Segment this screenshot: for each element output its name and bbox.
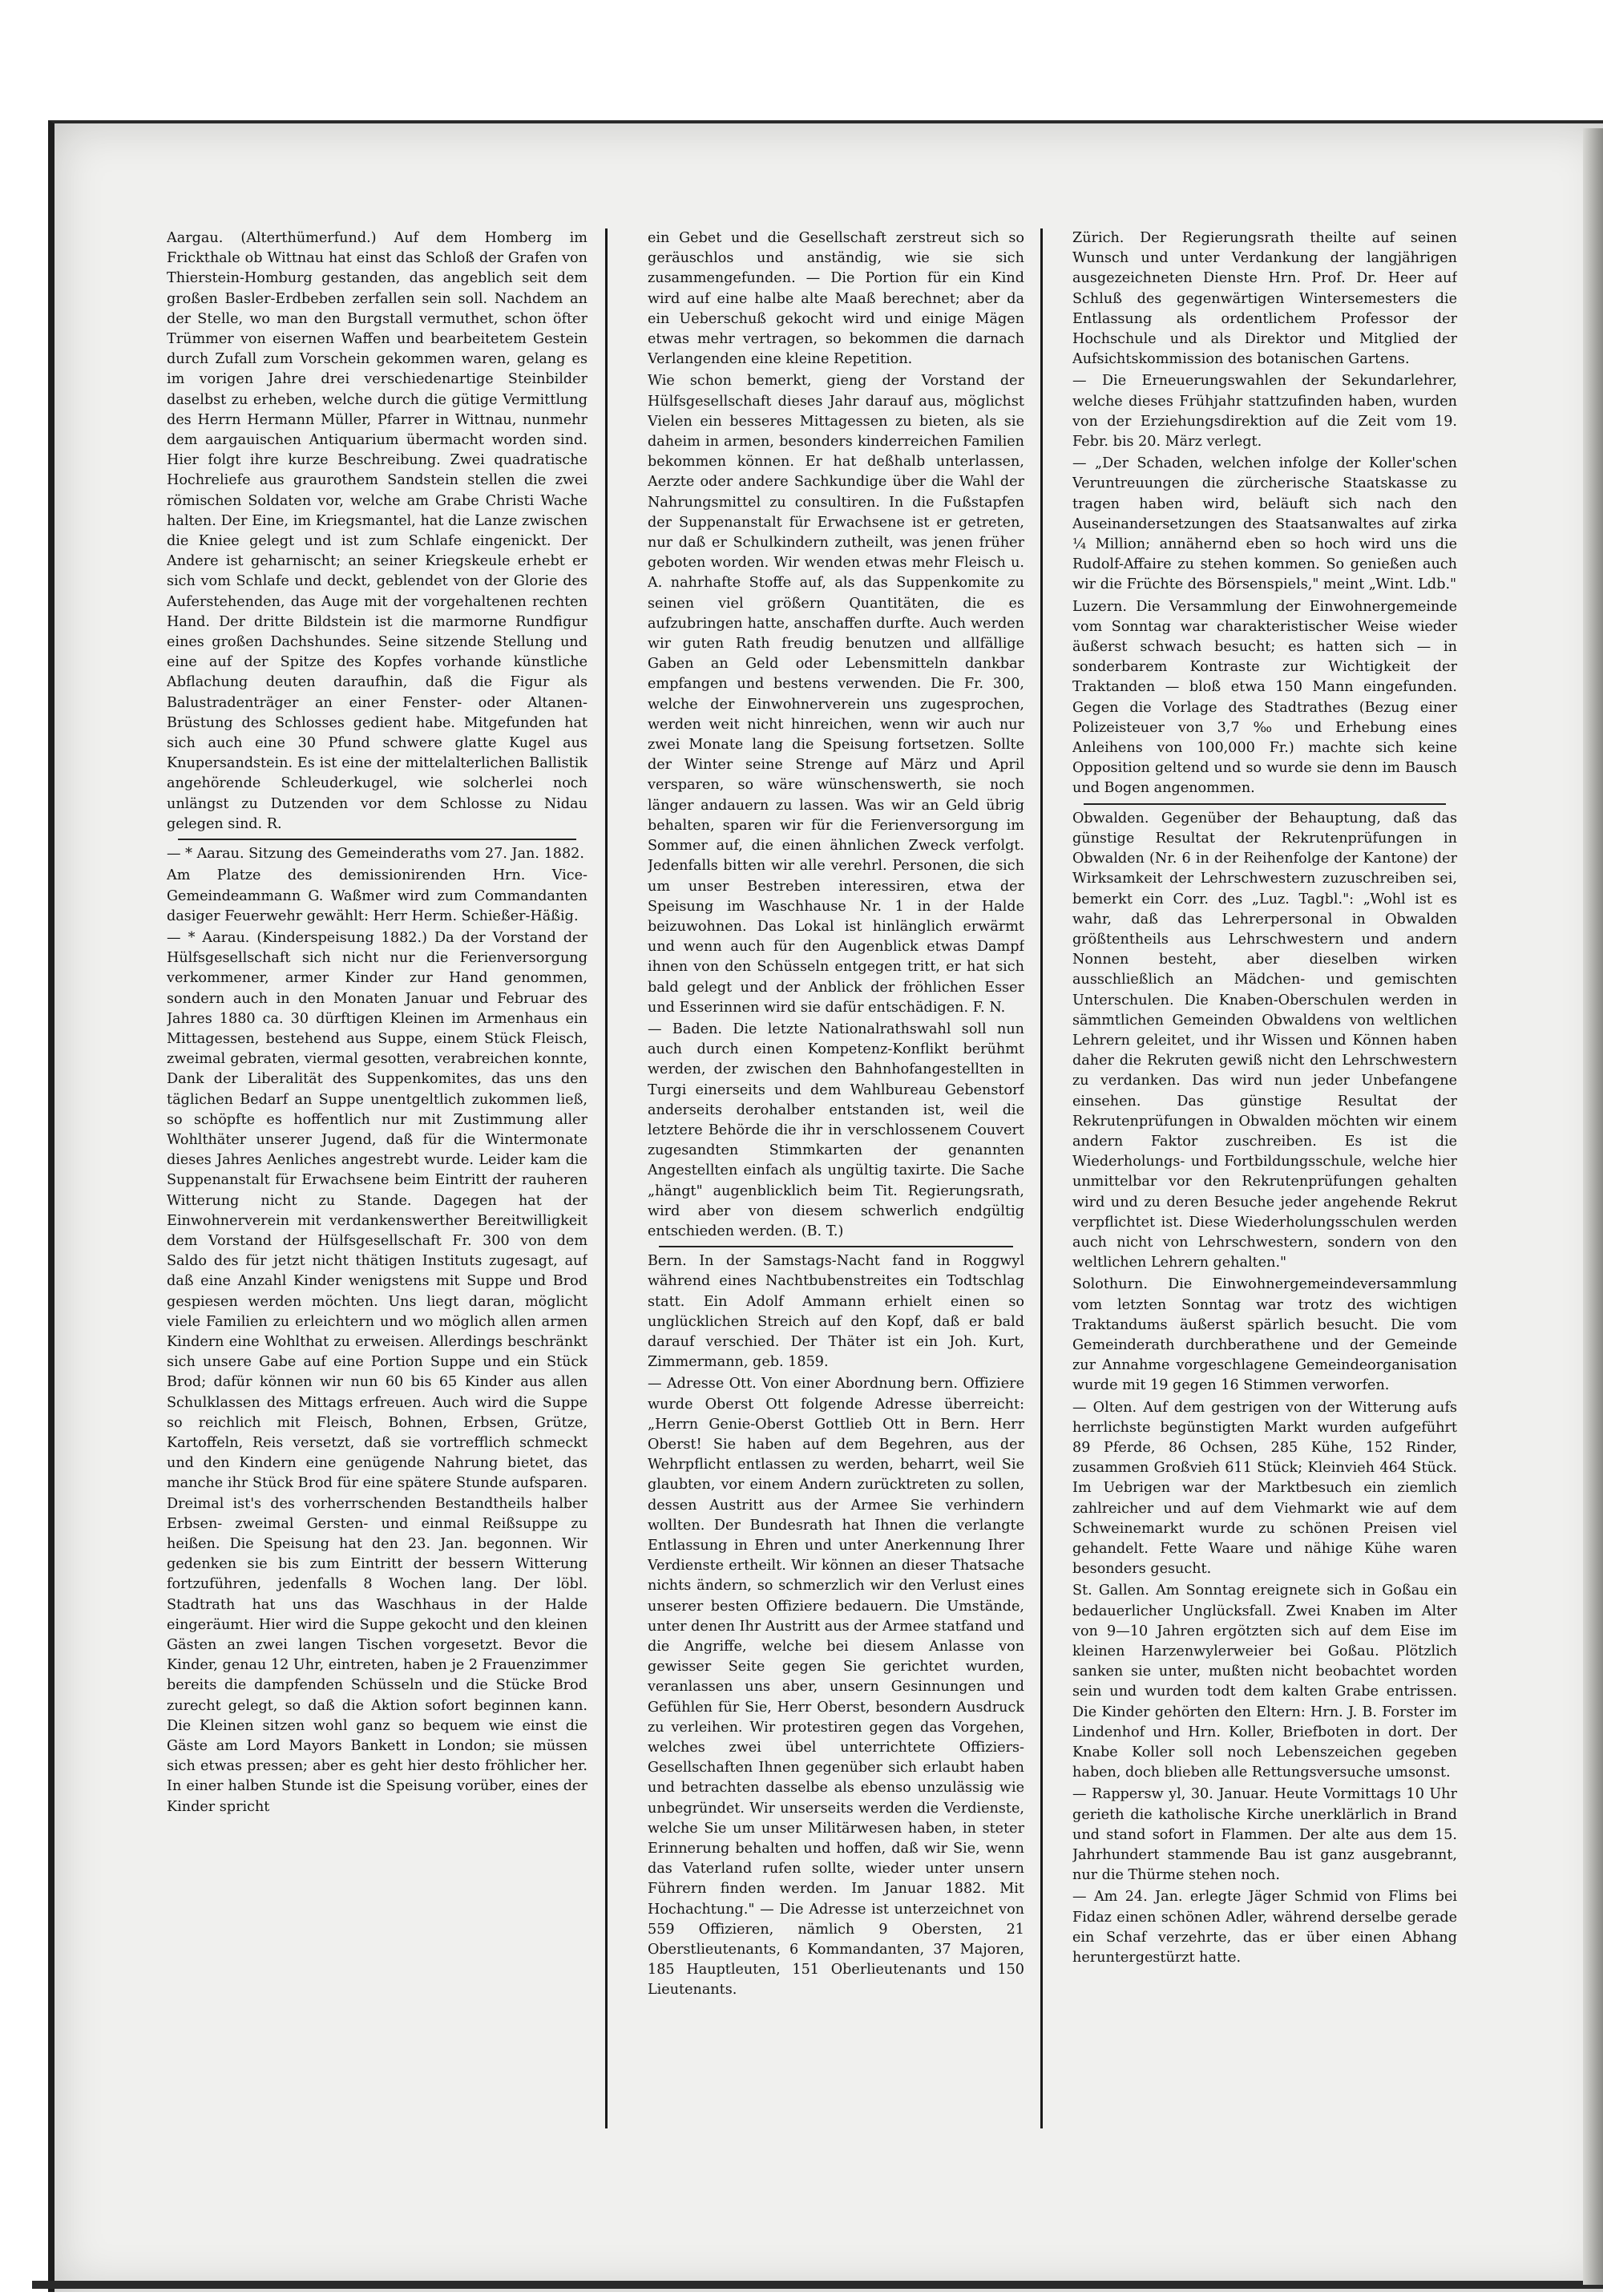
column-3 [1072, 228, 1457, 2136]
column-rule-1 [605, 228, 608, 2128]
article-solothurn: Solothurn. Die Einwohnergemeindeversammlung vom letzten Sonntag war trotz des wichtigen Traktandums äußerst spärlich besucht. Die vom Gemeinderath durchberathene und der Gemeinde zur Annahme vorgeschlagene Gemeindeorganisation wurde mit 19 gegen 16 Stimmen verworfen. [1072, 1276, 1457, 1394]
article-rapperswyl: — Rappersw yl, 30. Januar. Heute Vormittags 10 Uhr gerieth die katholische Kirche unerklärlich in Brand und stand sofort in Flammen. Der alte aus dem 15. Jahrhundert stammende Bau ist ganz ausgebrannt, nur die Thürme stehen noch. [1072, 1786, 1457, 1884]
column-2 [648, 228, 1024, 2136]
page-right-edge [1583, 128, 1603, 2285]
column-1 [167, 228, 587, 2136]
article-obwalden: Obwalden. Gegenüber der Behauptung, daß das günstige Resultat der Rekrutenprüfungen in Obwalden (Nr. 6 in der Reihenfolge der Kantone) der Wirksamkeit der Lehrschwestern zuzuschreiben sei, bemerkt ein Corr. des „Luz. Tagbl.": „Wohl ist es wahr, daß das Lehrerpersonal in Obwalden größtentheils aus Lehrschwestern und andern Nonnen besteht, aber dieselben wirken ausschließlich an Mädchen- und gemischten Unterschulen. Die Knaben-Oberschulen werden in sämmtlichen Gemeinden Obwaldens von weltlichen Lehrern geleitet, und ihr Wissen und Können haben daher die Rekruten gewiß nicht den Lehrschwestern zu verdanken. Das wird nun jeder Unbefangene einsehen. Das günstige Resultat der Rekrutenprüfungen in Obwalden möchten wir einem andern Faktor zuschreiben. Es ist die Wiederholungs- und Fortbildungsschule, welche hier unmittelbar vor den Rekrutenprüfungen gehalten wird und zu deren Besuche jeder angehende Rekrut verpflichtet ist. Diese Wiederholungsschulen werden auch nicht von Lehrschwestern, sondern von den weltlichen Lehrern gehalten." [1072, 810, 1457, 1271]
article-bern: Bern. In der Samstags-Nacht fand in Roggwyl während eines Nachtbubenstreites ein Todtschlag statt. Ein Adolf Ammann erhielt einen so unglücklichen Streich auf den Kopf, daß er bald darauf verschied. Der Thäter ist ein Joh. Kurt, Zimmermann, geb. 1859. [648, 1253, 1024, 1371]
article-adresse-ott: — Adresse Ott. Von einer Abordnung bern. Offiziere wurde Oberst Ott folgende Adresse überreicht: „Herrn Genie-Oberst Gottlieb Ott in Bern. Herr Oberst! Sie haben auf dem Begehren, aus der Wehrpflicht entlassen zu werden, beharrt, weil Sie glaubten, vor einem Andern zurücktreten zu sollen, dessen Austritt aus der Armee Sie verhindern wollten. Der Bundesrath hat Ihnen die verlangte Entlassung in Ehren und unter Anerkennung Ihrer Verdienste ertheilt. Wir können an dieser Thatsache nichts ändern, so schmerzlich wir den Verlust eines unserer besten Offiziere bedauern. Die Umstände, unter denen Ihr Austritt aus der Armee statfand und die Angriffe, welche bei diesem Anlasse von gewisser Seite gegen Sie gerichtet wurden, veranlassen uns aber, unsern Gesinnungen und Gefühlen für Sie, Herr Oberst, besondern Ausdruck zu verleihen. Wir protestiren gegen das Vorgehen, welches zwei übel unterrichtete Offiziers-Gesellschaften Ihnen gegenüber sich erlaubt haben und betrachten dasselbe als ebenso unzulässig wie unbegründet. Wir unserseits werden die Verdienste, welche Sie um unser Militärwesen haben, in steter Erinnerung behalten und hoffen, daß wir Sie, wenn das Vaterland rufen sollte, wieder unter unsern Führern finden werden. Im Januar 1882. Mit Hochachtung." — Die Adresse ist unterzeichnet von 559 Offizieren, nämlich 9 Obersten, 21 Oberstlieutenants, 6 Kommandanten, 37 Majoren, 185 Hauptleuten, 151 Oberlieutenants und 150 Lieutenants. [648, 1376, 1024, 1999]
article-baden: — Baden. Die letzte Nationalrathswahl soll nun auch durch einen Kompetenz-Konflikt berühmt werden, der zwischen den Bahnhofangestellten in Turgi einerseits und dem Wahlbureau Gebenstorf anderseits derohalber entstanden ist, weil die letztere Behörde die ihr in verschlossenem Couvert zugesandten Stimmkarten der genannten Angestellten einfach als ungültig taxirte. Die Sache „hängt" augenblicklich beim Tit. Regierungsrath, wird aber von diesem schwerlich endgültig entschieden werden. (B. T.) [648, 1021, 1024, 1239]
page-bottom-edge [32, 2281, 1603, 2289]
article-aarau-gemeinderath-body: Am Platze des demissionirenden Hrn. Vice-Gemeindeammann G. Waßmer wird zum Commandanten dasiger Feuerwehr gewählt: Herr Herm. Schießer-Häßig. [167, 867, 587, 924]
article-luzern: Luzern. Die Versammlung der Einwohnergemeinde vom Sonntag war charakteristischer Weise wieder äußerst schwach besucht; es hatten sich — in sonderbarem Kontraste zur Wichtigkeit der Traktanden — bloß etwa 150 Mann eingefunden. Gegen die Vorlage des Stadtrathes (Bezug einer Polizeisteuer von 3,7 ‰ und Erhebung eines Anleihens von 100,000 Fr.) machte sich keine Opposition geltend und so wurde sie denn im Bausch und Bogen angenommen. [1072, 598, 1457, 797]
article-separator [178, 839, 576, 840]
article-zuerich-schaden: — „Der Schaden, welchen infolge der Koller'schen Veruntreuungen die zürcherische Staatskasse zu tragen haben wird, beläuft sich nach den Auseinandersetzungen des Staatsanwaltes auf zirka ¼ Million; annähernd eben so hoch wird uns die Rudolf-Affaire zu stehen kommen. So genießen auch wir die Früchte des Börsenspiels," meint „Wint. Ldb." [1072, 455, 1457, 593]
column-rule-2 [1040, 228, 1043, 2128]
article-separator [1084, 803, 1446, 805]
article-aarau-kinderspeisung: — * Aarau. (Kinderspeisung 1882.) Da der Vorstand der Hülfsgesellschaft sich nicht nur die Ferienversorgung verkommener, armer Kinder zur Hand genommen, sondern auch in den Monaten Januar und Februar des Jahres 1880 ca. 30 dürftigen Kleinen im Armenhaus ein Mittagessen, bestehend aus Suppe, einem Stück Fleisch, zweimal gebraten, viermal gesotten, verabreichen konnte, Dank der Liberalität des Suppenkomites, das uns den täglichen Bedarf an Suppe unentgeltlich zukommen ließ, so schöpfte es hoffentlich nur mit Zustimmung aller Wohlthäter unserer Jugend, daß für die Wintermonate dieses Jahres Aenliches angestrebt wurde. Leider kam die Suppenanstalt für Erwachsene beim Eintritt der rauheren Witterung nicht zu Stande. Dagegen hat der Einwohnerverein mit verdankenswerther Bereitwilligkeit dem Vorstand der Hülfsgesellschaft Fr. 300 von dem Saldo des für jetzt nicht thätigen Instituts zugesagt, auf daß eine Anzahl Kinder wenigstens mit Suppe und Brod gespiesen werden möchten. Uns liegt daran, möglicht viele Familien zu erleichtern und wo möglich allen armen Kindern eine Wohlthat zu erweisen. Allerdings beschränkt sich unsere Gabe auf eine Portion Suppe und ein Stück Brod; dafür können wir nun 60 bis 65 Kinder aus allen Schulklassen des Mittags erfreuen. Auch wird die Suppe so reichlich mit Fleisch, Bohnen, Erbsen, Grütze, Kartoffeln, Reis versetzt, daß sie vortrefflich schmeckt und den Kindern eine genügende Nahrung bietet, das manche ihr Stück Brod für eine spätere Stunde aufsparen. Dreimal ist's des vorherrschenden Bestandtheils halber Erbsen- zweimal Gersten- und einmal Reißsuppe zu heißen. Die Speisung hat den 23. Jan. begonnen. Wir gedenken sie bis zum Eintritt der bessern Witterung fortzuführen, jedenfalls 8 Wochen lang. Der löbl. Stadtrath hat uns das Waschhaus in der Halde eingeräumt. Hier wird die Suppe gekocht und den kleinen Gästen an zwei langen Tischen vorgesetzt. Bevor die Kinder, genau 12 Uhr, eintreten, haben je 2 Frauenzimmer bereits die dampfenden Schüsseln und die Stücke Brod zurecht gelegt, so daß die Aktion sofort beginnen kann. Die Kleinen sitzen wohl ganz so bequem wie einst die Gäste am Lord Mayors Bankett in London; sie müssen sich etwas pressen; aber es geht hier desto fröhlicher her. In einer halben Stunde ist die Speisung vorüber, eines der Kinder spricht [167, 929, 587, 1815]
article-kinderspeisung-part2: Wie schon bemerkt, gieng der Vorstand der Hülfsgesellschaft dieses Jahr darauf aus, möglichst Vielen ein besseres Mittagessen zu bieten, als sie daheim in armen, besonders kinderreichen Familien bekommen können. Er hat deßhalb unterlassen, Aerzte oder andere Sachkundige über die Wahl der Nahrungsmittel zu consultiren. In die Fußstapfen der Suppenanstalt für Erwachsene ist er getreten, nur daß er Schulkindern zutheilt, was jenen früher geboten worden. Wir wenden etwas mehr Fleisch u. A. nahrhafte Stoffe auf, als das Suppenkomite zu seinen viel größern Quantitäten, die es aufzubringen hatte, anschaffen durfte. Auch werden wir guten Rath freudig benutzen und allfällige Gaben an Geld oder Lebensmitteln dankbar empfangen und bestens verwenden. Die Fr. 300, welche der Einwohnerverein uns zugesprochen, werden weit nicht hinreichen, wenn wir auch nur zwei Monate lang die Speisung fortsetzen. Sollte der Winter seine Strenge auf März und April versparen, so wäre wünschenswerth, sie noch länger andauern zu lassen. Was wir an Geld übrig behalten, sparen wir für die Ferienversorgung im Sommer auf, die einen ähnlichen Zweck verfolgt. Jedenfalls bitten wir alle verehrl. Personen, die sich um unser Bestreben interessiren, etwa der Speisung im Waschhause Nr. 1 in der Halde beizuwohnen. Das Lokal ist hinlänglich erwärmt und wenn auch für den Augenblick etwas Dampf ihnen von den Schüsseln entgegen tritt, er hat sich bald gelegt und der Anblick der fröhlichen Esser und Esserinnen wird sie dafür entschädigen. F. N. [648, 373, 1024, 1016]
article-st-gallen: St. Gallen. Am Sonntag ereignete sich in Goßau ein bedauerlicher Unglücksfall. Zwei Knaben im Alter von 9—10 Jahren ergötzten sich auf dem Eise im kleinen Harzenwylerweier bei Goßau. Plötzlich sanken sie unter, mußten nicht beobachtet worden sein und wurden todt dem kalten Grabe entrissen. Die Kinder gehörten den Eltern: Hrn. J. B. Forster im Lindenhof und Hrn. Koller, Briefboten in dort. Der Knabe Koller soll noch Lebenszeichen gegeben haben, doch blieben alle Rettungsversuche umsonst. [1072, 1583, 1457, 1781]
article-zuerich: Zürich. Der Regierungsrath theilte auf seinen Wunsch und unter Verdankung der langjährigen ausgezeichneten Dienste Hrn. Prof. Dr. Heer auf Schluß des gegenwärtigen Wintersemesters die Entlassung als ordentlichem Professor der Hochschule und als Direktor und Mitglied der Aufsichtskommission des botanischen Gartens. [1072, 230, 1457, 368]
article-olten: — Olten. Auf dem gestrigen von der Witterung aufs herrlichste begünstigten Markt wurden aufgeführt 89 Pferde, 86 Ochsen, 285 Kühe, 152 Rinder, zusammen Großvieh 611 Stück; Kleinvieh 464 Stück. Im Uebrigen war der Marktbesuch ein ziemlich zahlreicher und auf dem Viehmarkt wie auf dem Schweinemarkt wurde zu schönen Preisen viel gehandelt. Fette Waare und nähige Kühe waren besonders gesucht. [1072, 1399, 1457, 1578]
article-aargau-alterthuemerfund: Aargau. (Alterthümerfund.) Auf dem Homberg im Frickthale ob Wittnau hat einst das Schloß der Grafen von Thierstein-Homburg gestanden, das angeblich seit dem großen Basler-Erdbeben zerfallen sein soll. Nachdem an der Stelle, wo man den Burgstall vermuthet, schon öfter Trümmer von eisernen Waffen und bearbeitetem Gestein durch Zufall zum Vorschein gekommen waren, gelang es im vorigen Jahre drei verschiedenartige Steinbilder daselbst zu erheben, welche durch die gütige Vermittlung des Herrn Hermann Müller, Pfarrer in Wittnau, nunmehr dem aargauischen Antiquarium übermacht worden sind. Hier folgt ihre kurze Beschreibung. Zwei quadratische Hochreliefe aus graurothem Sandstein stellen die zwei römischen Soldaten vor, welche am Grabe Christi Wache halten. Der Eine, im Kriegsmantel, hat die Lanze zwischen die Kniee gelegt und ist zum Schlafe eingenickt. Der Andere ist geharnischt; an seiner Kriegskeule erhebt er sich vom Schlafe und deckt, geblendet von der Glorie des Auferstehenden, das Auge mit der vorgehaltenen rechten Hand. Der dritte Bildstein ist die marmorne Rundfigur eines großen Dachshundes. Seine sitzende Stellung und eine auf der Spitze des Kopfes vorhande künstliche Abflachung deuten daraufhin, daß die Figur als Balustradenträger an einer Fenster- oder Altanen-Brüstung des Schlosses gedient habe. Mitgefunden hat sich auch eine 30 Pfund schwere glatte Kugel aus Knupersandstein. Es ist eine der mittelalterlichen Ballistik angehörende Schleuderkugel, wie solcherlei noch unlängst zu Dutzenden vor dem Schlosse zu Nidau gelegen sind. R. [167, 230, 587, 832]
article-aarau-gemeinderath-title: — * Aarau. Sitzung des Gemeinderaths vom 27. Jan. 1882. [167, 846, 584, 863]
article-flims-adler: — Am 24. Jan. erlegte Jäger Schmid von Flims bei Fidaz einen schönen Adler, während derselbe gerade ein Schaf verzehrte, das er über einen Abhang heruntergestürzt hatte. [1072, 1889, 1457, 1967]
article-kinderspeisung-continued: ein Gebet und die Gesellschaft zerstreut sich so geräuschlos und anständig, wie sie sich zusammengefunden. — Die Portion für ein Kind wird auf eine halbe alte Maaß berechnet; aber da ein Ueberschuß gekocht wird und einige Mägen etwas mehr vertragen, so bekommen die darnach Verlangenden eine kleine Repetition. [648, 230, 1024, 368]
article-zuerich-sekundarlehrer: — Die Erneuerungswahlen der Sekundarlehrer, welche dieses Frühjahr stattzufinden haben, wurden von der Erziehungsdirektion auf die Zeit vom 19. Febr. bis 20. März verlegt. [1072, 373, 1457, 451]
article-separator [659, 1246, 1013, 1247]
